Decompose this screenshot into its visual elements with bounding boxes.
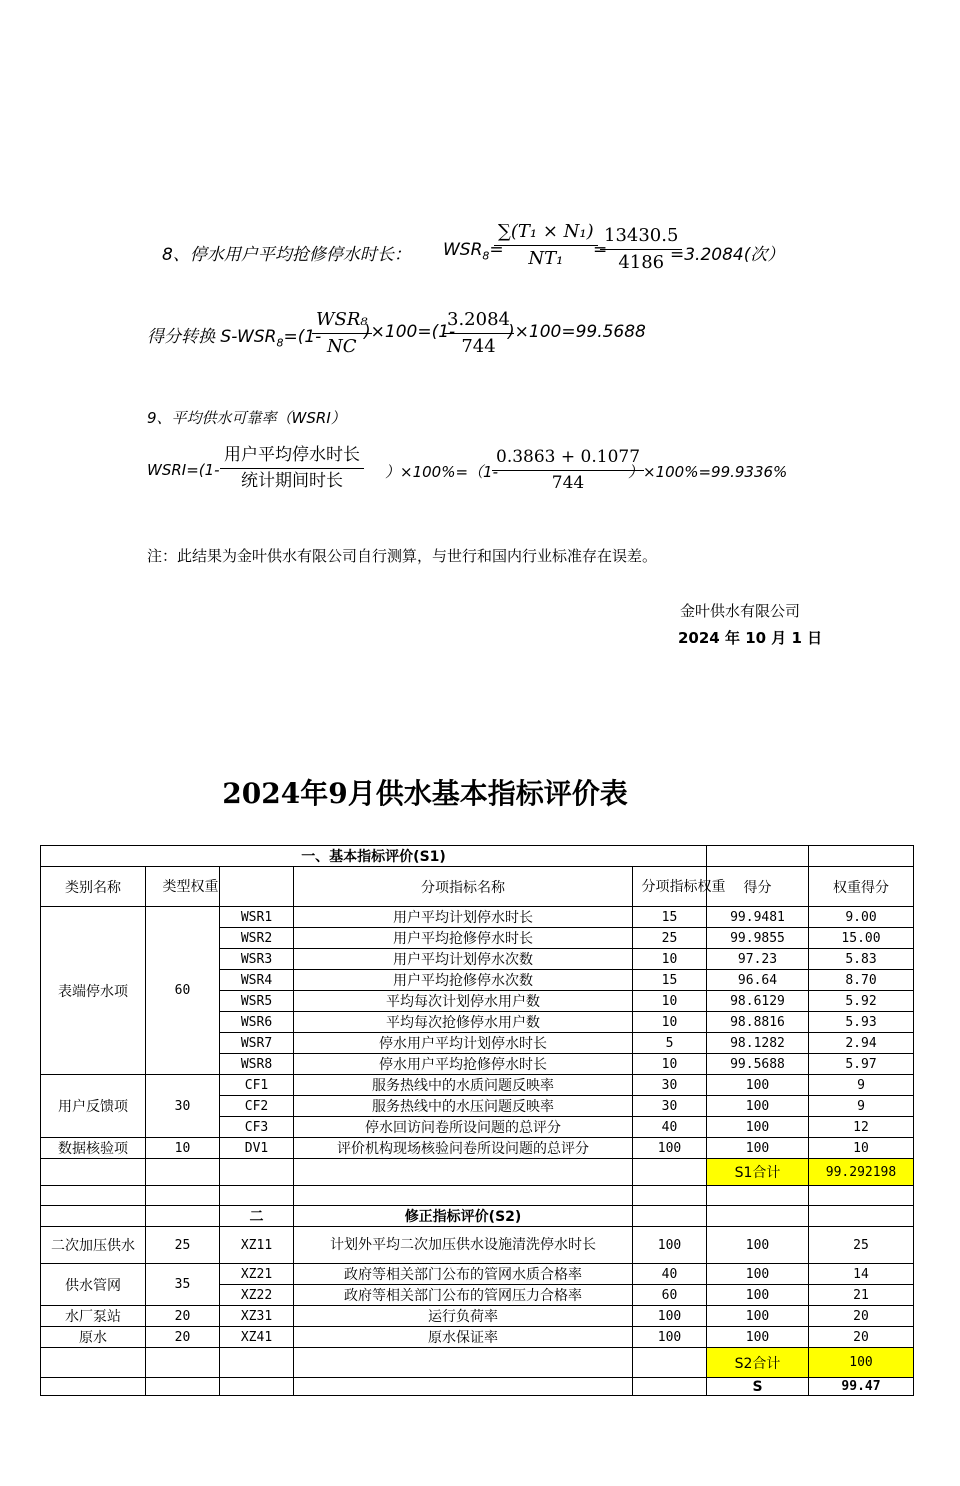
item-score: 100 (707, 1138, 809, 1159)
section-2-title-row (41, 1206, 914, 1227)
note: 注：此结果为金叶供水有限公司自行测算，与世行和国内行业标准存在误差。 (147, 547, 658, 565)
empty-cell (146, 1186, 220, 1206)
item-code: CF2 (220, 1096, 294, 1117)
table-row (41, 1264, 914, 1285)
empty-cell (220, 1378, 294, 1396)
item-code: XZ22 (220, 1285, 294, 1306)
item-name: 政府等相关部门公布的管网水质合格率 (294, 1264, 633, 1285)
item-score: 100 (707, 1117, 809, 1138)
empty-cell (707, 846, 809, 867)
score-8-value-denominator: 744 (461, 335, 496, 357)
header-item-name: 分项指标名称 (294, 867, 633, 907)
item-name: 政府等相关部门公布的管网压力合格率 (294, 1285, 633, 1306)
header-category: 类别名称 (41, 867, 146, 907)
item-code: CF3 (220, 1117, 294, 1138)
weighted-score: 14 (809, 1264, 914, 1285)
item-code: CF1 (220, 1075, 294, 1096)
formula-8-lead: 8、停水用户平均抢修停水时长： (162, 245, 411, 265)
evaluation-table (40, 845, 914, 1396)
item-score: 100 (707, 1327, 809, 1348)
empty-cell (146, 1348, 220, 1378)
item-weight: 30 (633, 1075, 707, 1096)
item-score: 98.8816 (707, 1012, 809, 1033)
section-2-title: 修正指标评价(S2) (294, 1206, 633, 1227)
item-name: 运行负荷率 (294, 1306, 633, 1327)
category-name: 数据核验项 (41, 1138, 146, 1159)
category-name: 表端停水项 (41, 907, 146, 1075)
empty-cell (809, 1186, 914, 1206)
item-code: WSR5 (220, 991, 294, 1012)
item-score: 99.5688 (707, 1054, 809, 1075)
formula-9-value-fraction (492, 448, 644, 492)
table-row (41, 1075, 914, 1096)
item-code: WSR1 (220, 907, 294, 928)
s2-total-label: S2合计 (707, 1348, 809, 1378)
formula-9-mid: ）×100%=（1- (385, 463, 498, 481)
item-code: XZ11 (220, 1227, 294, 1264)
weighted-score: 8.70 (809, 970, 914, 991)
item-weight: 40 (633, 1117, 707, 1138)
item-name: 计划外平均二次加压供水设施清洗停水时长 (294, 1227, 633, 1264)
item-name: 平均每次抢修停水用户数 (294, 1012, 633, 1033)
category-name: 二次加压供水 (41, 1227, 146, 1264)
formula-8-eq2: = (593, 240, 608, 260)
type-weight: 25 (146, 1227, 220, 1264)
empty-cell (220, 1348, 294, 1378)
formula-8-value-denominator: 4186 (618, 251, 665, 273)
signature-company: 金叶供水有限公司 (680, 602, 801, 620)
empty-cell (41, 1348, 146, 1378)
item-score: 100 (707, 1096, 809, 1117)
type-weight: 35 (146, 1264, 220, 1306)
formula-9-value-numerator: 0.3863 + 0.1077 (496, 447, 641, 467)
item-weight: 15 (633, 907, 707, 928)
score-8-lead: 得分转换 $S-WSR_8=(1-$ (147, 327, 322, 350)
empty-cell (41, 1186, 146, 1206)
table-row (41, 1138, 914, 1159)
category-name: 水厂泵站 (41, 1306, 146, 1327)
category-name: 供水管网 (41, 1264, 146, 1306)
item-score: 100 (707, 1306, 809, 1327)
empty-cell (41, 1378, 146, 1396)
empty-cell (633, 1348, 707, 1378)
empty-cell (294, 1348, 633, 1378)
formula-9-numerator: 用户平均停水时长 (224, 445, 360, 465)
item-score: 100 (707, 1075, 809, 1096)
type-weight: 30 (146, 1075, 220, 1138)
item-name: 评价机构现场核验问卷所设问题的总评分 (294, 1138, 633, 1159)
header-type-weight: 类型权重 (146, 867, 220, 907)
formula-9-value-denominator: 744 (551, 472, 585, 493)
type-weight: 20 (146, 1327, 220, 1348)
empty-cell (809, 1206, 914, 1227)
item-code: XZ21 (220, 1264, 294, 1285)
item-name: 原水保证率 (294, 1327, 633, 1348)
formula-9-result: ）×100%=99.9336% (628, 463, 788, 481)
item-name: 平均每次计划停水用户数 (294, 991, 633, 1012)
weighted-score: 9.00 (809, 907, 914, 928)
weighted-score: 12 (809, 1117, 914, 1138)
item-code: WSR8 (220, 1054, 294, 1075)
type-weight: 10 (146, 1138, 220, 1159)
empty-cell (41, 1206, 146, 1227)
item-weight: 10 (633, 991, 707, 1012)
empty-cell (707, 1206, 809, 1227)
weighted-score: 5.97 (809, 1054, 914, 1075)
type-weight: 60 (146, 907, 220, 1075)
item-name: 停水用户平均抢修停水时长 (294, 1054, 633, 1075)
evaluation-table-body (41, 846, 914, 1396)
item-score: 100 (707, 1227, 809, 1264)
item-weight: 10 (633, 949, 707, 970)
weighted-score: 25 (809, 1227, 914, 1264)
s1-total (41, 1159, 914, 1186)
header-weighted-score: 权重得分 (809, 867, 914, 907)
weighted-score: 9 (809, 1075, 914, 1096)
item-score: 100 (707, 1285, 809, 1306)
signature-date: 2024 年 10 月 1 日 (678, 629, 823, 647)
weighted-score: 9 (809, 1096, 914, 1117)
formula-8-var: $WSR_8=$ (443, 240, 504, 263)
formula-8-result: =3.2084(次） (670, 245, 785, 265)
formula-8-value-numerator: 13430.5 (604, 225, 679, 246)
empty-cell (707, 1186, 809, 1206)
score-8-value-fraction (443, 310, 514, 357)
item-weight: 40 (633, 1264, 707, 1285)
table-row (41, 1227, 914, 1264)
weighted-score: 5.93 (809, 1012, 914, 1033)
item-score: 100 (707, 1264, 809, 1285)
category-name: 原水 (41, 1327, 146, 1348)
item-name: 服务热线中的水质问题反映率 (294, 1075, 633, 1096)
empty-cell (146, 1378, 220, 1396)
weighted-score: 15.00 (809, 928, 914, 949)
item-score: 99.9481 (707, 907, 809, 928)
formula-8-numerator: ∑(T₁ × N₁) (498, 221, 594, 242)
table-title: 2024年9月供水基本指标评价表 (222, 777, 628, 810)
empty-cell (146, 1206, 220, 1227)
item-name: 用户平均抢修停水时长 (294, 928, 633, 949)
weighted-score: 10 (809, 1138, 914, 1159)
empty-cell (294, 1378, 633, 1396)
item-code: WSR7 (220, 1033, 294, 1054)
item-code: XZ31 (220, 1306, 294, 1327)
category-name: 用户反馈项 (41, 1075, 146, 1138)
spacer-row (41, 1186, 914, 1206)
item-name: 服务热线中的水压问题反映率 (294, 1096, 633, 1117)
heading-9: 9、平均供水可靠率（WSRI） (147, 409, 346, 427)
item-code: WSR2 (220, 928, 294, 949)
formula-8-fraction (494, 222, 598, 269)
item-weight: 10 (633, 1012, 707, 1033)
formula-8-denominator: NT₁ (528, 247, 564, 269)
item-code: WSR6 (220, 1012, 294, 1033)
item-weight: 30 (633, 1096, 707, 1117)
table-row (41, 1327, 914, 1348)
weighted-score: 20 (809, 1306, 914, 1327)
empty-cell (220, 1186, 294, 1206)
formula-9-fraction (220, 446, 364, 490)
s1-total-value: 99.292198 (809, 1159, 914, 1186)
weighted-score: 5.83 (809, 949, 914, 970)
score-8-result: )×100=99.5688 (508, 322, 646, 342)
section-1-title: 一、基本指标评价(S1) (41, 846, 707, 867)
item-weight: 100 (633, 1306, 707, 1327)
item-name: 用户平均抢修停水次数 (294, 970, 633, 991)
weighted-score: 2.94 (809, 1033, 914, 1054)
empty-cell (41, 1159, 146, 1186)
item-weight: 100 (633, 1138, 707, 1159)
weighted-score: 20 (809, 1327, 914, 1348)
score-8-numerator: WSR₈ (316, 309, 368, 330)
table-row (41, 1306, 914, 1327)
empty-cell (294, 1186, 633, 1206)
score-8-value-numerator: 3.2084 (447, 309, 510, 330)
item-weight: 5 (633, 1033, 707, 1054)
weighted-score: 21 (809, 1285, 914, 1306)
item-name: 停水用户平均计划停水时长 (294, 1033, 633, 1054)
s-total-label: S (707, 1378, 809, 1396)
type-weight: 20 (146, 1306, 220, 1327)
item-score: 98.6129 (707, 991, 809, 1012)
item-weight: 100 (633, 1227, 707, 1264)
s2-total-value: 100 (809, 1348, 914, 1378)
item-score: 98.1282 (707, 1033, 809, 1054)
table-row (41, 907, 914, 928)
s-total-value: 99.47 (809, 1378, 914, 1396)
item-code: WSR4 (220, 970, 294, 991)
s2-total (41, 1348, 914, 1378)
item-score: 96.64 (707, 970, 809, 991)
item-code: DV1 (220, 1138, 294, 1159)
item-name: 用户平均计划停水时长 (294, 907, 633, 928)
formula-9-lead: WSRI=(1- (147, 461, 220, 479)
empty-cell (220, 1159, 294, 1186)
item-score: 99.9855 (707, 928, 809, 949)
s1-total-label: S1合计 (707, 1159, 809, 1186)
section-1-title-row (41, 846, 914, 867)
section-2-prefix: 二 (220, 1206, 294, 1227)
empty-cell (633, 1206, 707, 1227)
empty-cell (633, 1186, 707, 1206)
score-8-denominator: NC (327, 335, 357, 357)
item-weight: 60 (633, 1285, 707, 1306)
empty-cell (809, 846, 914, 867)
item-weight: 15 (633, 970, 707, 991)
empty-cell (146, 1159, 220, 1186)
item-weight: 25 (633, 928, 707, 949)
item-code: XZ41 (220, 1327, 294, 1348)
score-8-mid: )×100=(1- (364, 322, 456, 342)
header-code (220, 867, 294, 907)
item-name: 用户平均计划停水次数 (294, 949, 633, 970)
item-score: 97.23 (707, 949, 809, 970)
s-total (41, 1378, 914, 1396)
header-row (41, 867, 914, 907)
score-8-fraction (312, 310, 372, 357)
header-item-weight: 分项指标权重 (633, 867, 707, 907)
item-weight: 100 (633, 1327, 707, 1348)
weighted-score: 5.92 (809, 991, 914, 1012)
item-code: WSR3 (220, 949, 294, 970)
item-name: 停水回访问卷所设问题的总评分 (294, 1117, 633, 1138)
empty-cell (633, 1378, 707, 1396)
empty-cell (633, 1159, 707, 1186)
empty-cell (294, 1159, 633, 1186)
item-weight: 10 (633, 1054, 707, 1075)
header-score: 得分 (707, 867, 809, 907)
formula-9-denominator: 统计期间时长 (241, 470, 343, 491)
